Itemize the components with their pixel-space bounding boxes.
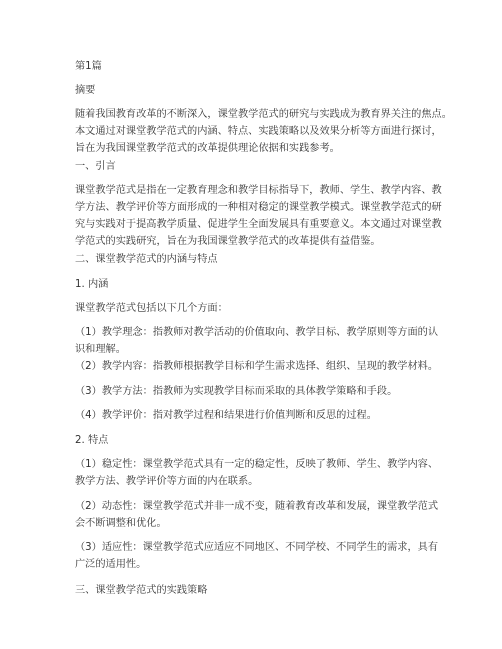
feature-item-line: 会不断调整和优化。	[75, 518, 167, 529]
introduction-paragraph	[75, 182, 455, 250]
part-label: 第1篇	[75, 61, 102, 72]
abstract-line: 随着我国教育改革的不断深入，课堂教学范式的研究与实践成为教育界关注的焦点。	[75, 109, 452, 120]
feature-item	[75, 498, 455, 532]
connotation-intro: 课堂教学范式包括以下几个方面：	[75, 303, 228, 314]
connotation-item-line: 识和理解。	[75, 344, 126, 355]
section-heading-introduction: 一、引言	[75, 161, 116, 172]
abstract-heading: 摘要	[75, 85, 96, 96]
introduction-line: 学范式的实践研究，旨在为我国课堂教学范式的改革提供有益借鉴。	[75, 236, 381, 247]
subsection-heading-features: 2. 特点	[75, 435, 109, 446]
introduction-line: 究与实践对于提高教学质量、促进学生全面发展具有重要意义。本文通过对课堂教	[75, 219, 442, 230]
section-heading-connotation-features: 二、课堂教学范式的内涵与特点	[75, 254, 218, 265]
connotation-item: （2）教学内容：指教师根据教学目标和学生需求选择、组织、呈现的教学材料。	[75, 361, 439, 372]
introduction-line: 学方法、教学评价等方面形成的一种相对稳定的课堂教学模式。课堂教学范式的研	[75, 202, 442, 213]
feature-item-line: 教学方法、教学评价等方面的内在联系。	[75, 476, 259, 487]
connotation-item-line: （1）教学理念：指教师对教学活动的价值取向、教学目标、教学原则等方面的认	[75, 327, 439, 338]
feature-item	[75, 456, 455, 490]
connotation-item: （4）教学评价：指对教学过程和结果进行价值判断和反思的过程。	[75, 410, 377, 421]
feature-item-line: （2）动态性：课堂教学范式并非一成不变，随着教育改革和发展，课堂教学范式	[75, 501, 439, 512]
feature-item-line: （1）稳定性：课堂教学范式具有一定的稳定性，反映了教师、学生、教学内容、	[75, 459, 439, 470]
subsection-heading-connotation: 1. 内涵	[75, 279, 109, 290]
feature-item	[75, 539, 455, 573]
introduction-line: 课堂教学范式是指在一定教育理念和教学目标指导下，教师、学生、教学内容、教	[75, 185, 442, 196]
feature-item-line: （3）适应性：课堂教学范式应适应不同地区、不同学校、不同学生的需求，具有	[75, 542, 439, 553]
abstract-line: 本文通过对课堂教学范式的内涵、特点、实践策略以及效果分析等方面进行探讨，	[75, 126, 442, 137]
abstract-line: 旨在为我国课堂教学范式的改革提供理论依据和实践参考。	[75, 143, 340, 154]
abstract-paragraph	[75, 106, 455, 157]
section-heading-practice-strategies: 三、课堂教学范式的实践策略	[75, 585, 208, 596]
connotation-item	[75, 324, 455, 358]
feature-item-line: 广泛的适用性。	[75, 559, 147, 570]
connotation-item: （3）教学方法：指教师为实现教学目标而采取的具体教学策略和手段。	[75, 386, 398, 397]
